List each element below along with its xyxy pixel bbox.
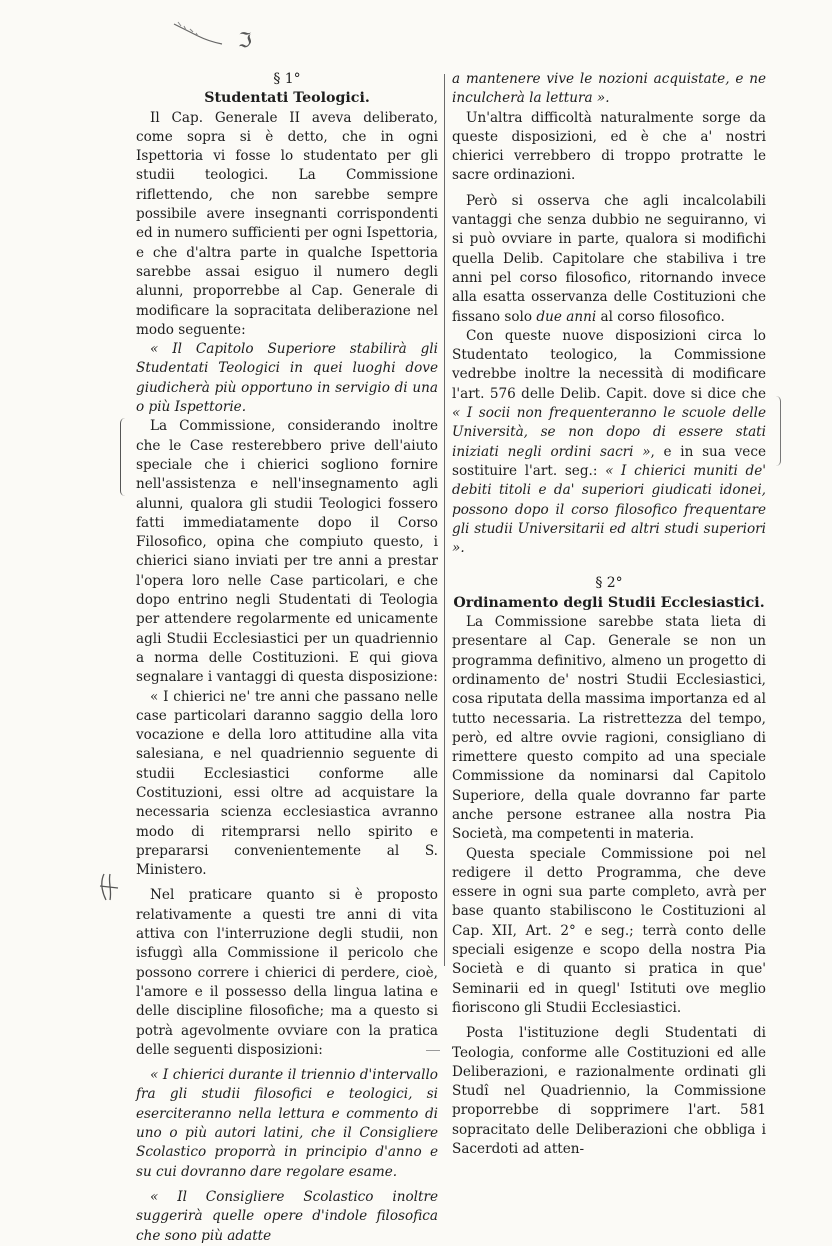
left-column xyxy=(136,70,438,1246)
paragraph: Però si osserva che agli incalcolabili vantaggi che senza dubbio ne seguiranno, vi si può ovviare in parte, qualora si modifichi quella Delib. Capitolare che stabiliva i tre anni pel corso filosofico, ritornando invece alla esatta osservanza delle Costituzioni che fissano solo due anni al corso filosofico. xyxy=(452,192,766,325)
paragraph: Un'altra difficoltà naturalmente sorge da queste disposizioni, ed è che a' nostri chierici verrebbero di troppo protratte le sacre ordinazioni. xyxy=(452,109,766,184)
section-title: Studentati Teologici. xyxy=(204,90,370,107)
margin-bracket-right xyxy=(776,396,781,466)
paragraph: Posta l'istituzione degli Studentati di Teologia, conforme alle Costituzioni ed alle Deliberazioni, e razionalmente ordinati gli Studî nel Quadriennio, la Commissione proporrebbe di sopprimere l'art. 581 sopracitato delle Deliberazioni che obbliga i Sacerdoti ad atten- xyxy=(452,1025,766,1158)
margin-bracket-left xyxy=(120,418,125,496)
paragraph: La Commissione, considerando inoltre che le Case resterebbero prive dell'aiuto speciale che i chierici sogliono fornire nell'assistenza e nell'insegnamento agli alunni, qualora gli studii Teologici fossero fatti immediatamente dopo il Corso Filosofico, opina che compiuto questo, i chierici siano inviati per tre anni a prestar l'opera loro nelle Case particolari, e che dopo entrino negli Studentati di Teologia per attendere regolarmente ed unicamente agli Studii Ecclesiastici per un quadriennio a norma delle Costituzioni. E qui giova segnalare i vantaggi di questa disposizione: xyxy=(136,418,438,686)
section-title: Ordinamento degli Studii Ecclesiastici. xyxy=(453,594,765,611)
margin-pencil-mark xyxy=(96,872,122,902)
quoted-deliberation: « I chierici durante il triennio d'intervallo fra gli studii filosofici e teologici, si eserciteranno nella lettura e commento di uno o più autori latini, che il Consigliere Scolastico proporrà in principio d'anno e su cui dovranno dare regolare esame. xyxy=(136,1067,438,1180)
paragraph: Il Cap. Generale II aveva deliberato, come sopra si è detto, che in ogni Ispettoria vi fosse lo studentato per gli studii teologici. La Commissione riflettendo, che non sarebbe sempre possibile avere insegnanti corrispondenti ed in numero sufficienti per ogni Ispettoria, e che d'altra parte in qualche Ispettoria sarebbe assai esiguo il numero degli alunni, proporrebbe al Cap. Generale di modificare la sopracitata deliberazione nel modo seguente: xyxy=(136,109,438,338)
quoted-deliberation: « Il Capitolo Superiore stabilirà gli Studentati Teologici in quei luoghi dove giudicherà più opportuno in servigio di una o più Ispettorie. xyxy=(136,341,438,416)
section-number: § 2° xyxy=(595,575,623,592)
ink-scribble-glyph: ℑ xyxy=(238,28,252,52)
section-number: § 1° xyxy=(273,71,301,87)
quoted-deliberation: « Il Consigliere Scolastico inoltre suggerirà quelle opere d'indole filosofica che sono più adatte xyxy=(136,1188,438,1244)
paragraph: Nel praticare quanto si è proposto relativamente a questi tre anni di vita attiva con l'interruzione degli studii, non isfuggì alla Commissione il pericolo che possono correre i chierici di perdere, cioè, l'amore e il possesso della lingua latina e delle discipline filosofiche; ma a questo si potrà agevolmente ovviare con la pratica delle seguenti disposizioni: xyxy=(136,887,438,1058)
paragraph: Con queste nuove disposizioni circa lo Studentato teologico, la Commissione vedrebbe inoltre la necessità di modificare l'art. 576 delle Delib. Capit. dove si dice che « I socii non frequenteranno le scuole delle Università, se non dopo di essere stati iniziati negli ordini sacri », e in sua vece sostituire l'art. seg.: « I chierici muniti de' debiti titoli e da' superiori giudicati idonei, possono dopo il corso filosofico frequentare gli studii Universitarii ed altri studi superiori ». xyxy=(452,327,766,557)
ink-scribble-mark xyxy=(172,18,228,50)
quoted-passage: « I chierici ne' tre anni che passano nelle case particolari daranno saggio della loro vocazione e della loro attitudine alla vita salesiana, e nel quadriennio seguente di studii Ecclesiastici conforme alle Costituzioni, essi oltre ad acquistare la necessaria scienza ecclesiastica avranno modo di ritemprarsi nello spirito e prepararsi convenientemente al S. Ministero. xyxy=(136,688,438,879)
paragraph: La Commissione sarebbe stata lieta di presentare al Cap. Generale se non un programma definitivo, almeno un progetto di ordinamento de' nostri Studii Ecclesiastici, cosa riputata della massima importanza ed al tutto necessaria. La ristrettezza del tempo, però, ed altre ovvie ragioni, consigliano di rimettere questo compito ad una speciale Commissione da nominarsi dal Capitolo Superiore, della quale dovranno far parte anche persone estranee alla nostra Pia Società, ma competenti in materia. xyxy=(452,614,766,843)
column-divider xyxy=(444,74,445,966)
right-column xyxy=(452,70,766,1159)
paragraph: Questa speciale Commissione poi nel redigere il detto Programma, che deve essere in ogni sua parte completo, avrà per base quanto stabiliscono le Costituzioni al Cap. XII, Art. 2° e seg.; terrà conto delle speciali esigenze e scopo della nostra Pia Società e di quanto si pratica in que' Seminarii ed in quegl' Istituti ove meglio fioriscono gli Studii Ecclesiastici. xyxy=(452,845,766,1016)
quoted-deliberation-continued: a mantenere vive le nozioni acquistate, e ne inculcherà la lettura ». xyxy=(452,71,766,107)
page-mark xyxy=(426,1050,440,1051)
